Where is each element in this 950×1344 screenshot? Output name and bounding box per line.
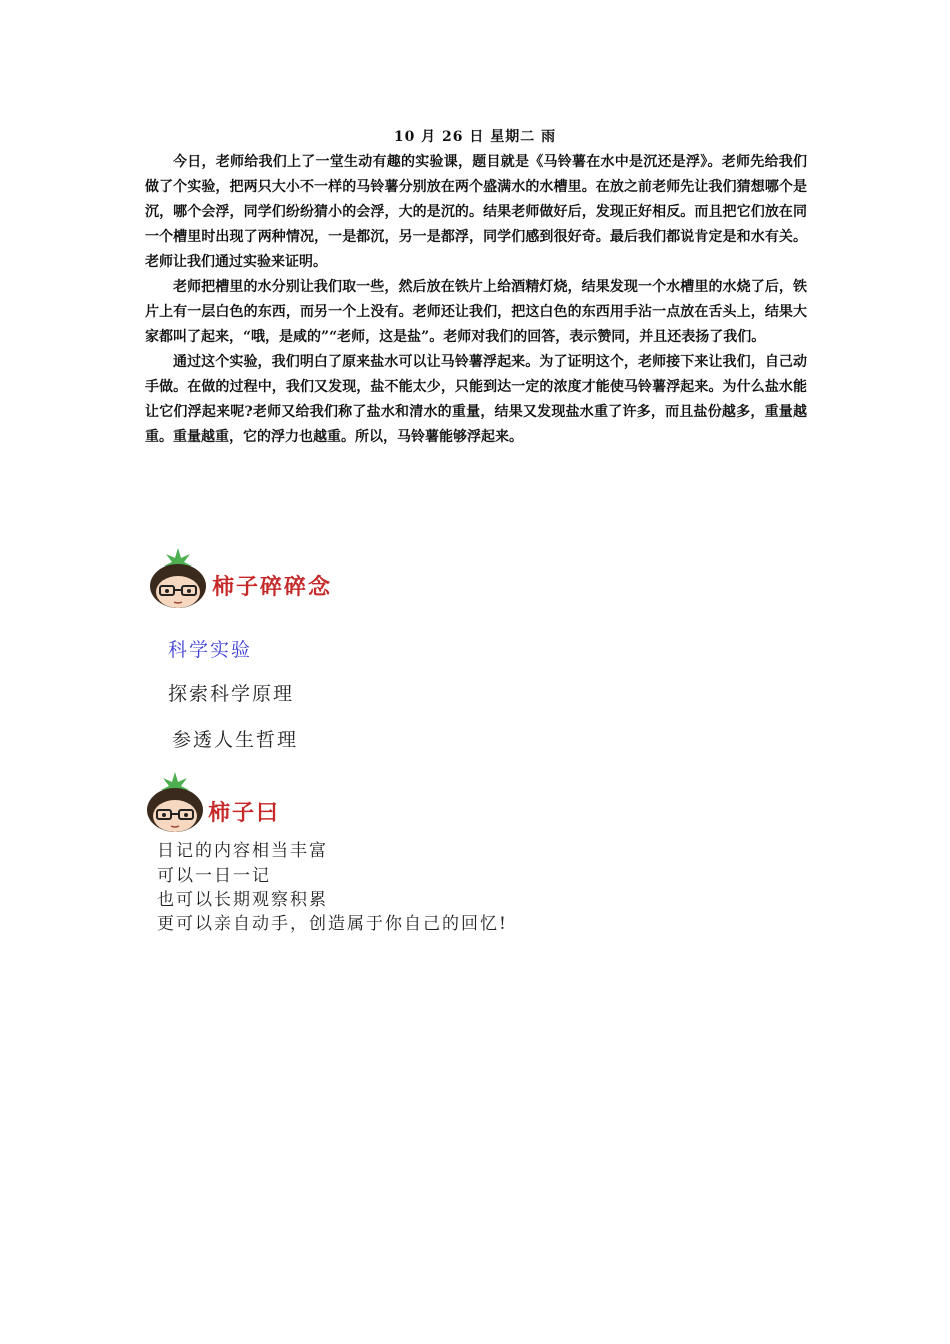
note-explore-principles: 探索科学原理 [168, 683, 295, 705]
note-science-experiment: 科学实验 [168, 639, 253, 661]
diary-date-line: 10 月 26 日 星期二 雨 [393, 129, 557, 145]
tip-line: 日记的内容相当丰富 [157, 841, 328, 861]
section-label-persimmon-says: 柿子曰 [208, 801, 281, 826]
diary-body [145, 150, 807, 450]
diary-paragraph: 今日，老师给我们上了一堂生动有趣的实验课，题目就是《马铃薯在水中是沉还是浮》。老师先给我们做了个实验，把两只大小不一样的马铃薯分别放在两个盛满水的水槽里。在放之前老师先让我们猜想哪个是沉，哪个会浮，同学们纷纷猜小的会浮，大的是沉的。结果老师做好后，发现正好相反。而且把它们放在同一个槽里时出现了两种情况，一是都沉，另一是都浮，同学们感到很好奇。最后我们都说肯定是和水有关。老师让我们通过实验来证明。 [145, 154, 807, 270]
section-label-chatter: 柿子碎碎念 [212, 575, 333, 600]
persimmon-girl-avatar [143, 770, 207, 834]
tip-line: 可以一日一记 [157, 866, 271, 886]
persimmon-girl-avatar [146, 546, 210, 610]
diary-paragraph: 老师把槽里的水分别让我们取一些，然后放在铁片上给酒精灯烧，结果发现一个水槽里的水烧了后，铁片上有一层白色的东西，而另一个上没有。老师还让我们，把这白色的东西用手沾一点放在舌头上，结果大家都叫了起来，“哦，是咸的”“老师，这是盐”。老师对我们的回答，表示赞同，并且还表扬了我们。 [145, 279, 807, 345]
note-life-philosophy: 参透人生哲理 [172, 729, 299, 751]
diary-paragraph: 通过这个实验，我们明白了原来盐水可以让马铃薯浮起来。为了证明这个，老师接下来让我们，自己动手做。在做的过程中，我们又发现，盐不能太少，只能到达一定的浓度才能使马铃薯浮起来。为什么盐水能让它们浮起来呢?老师又给我们称了盐水和清水的重量，结果又发现盐水重了许多，而且盐份越多，重量越重。重量越重，它的浮力也越重。所以，马铃薯能够浮起来。 [145, 354, 807, 445]
tip-line: 也可以长期观察积累 [157, 890, 328, 910]
tip-line: 更可以亲自动手，创造属于你自己的回忆! [157, 914, 508, 934]
